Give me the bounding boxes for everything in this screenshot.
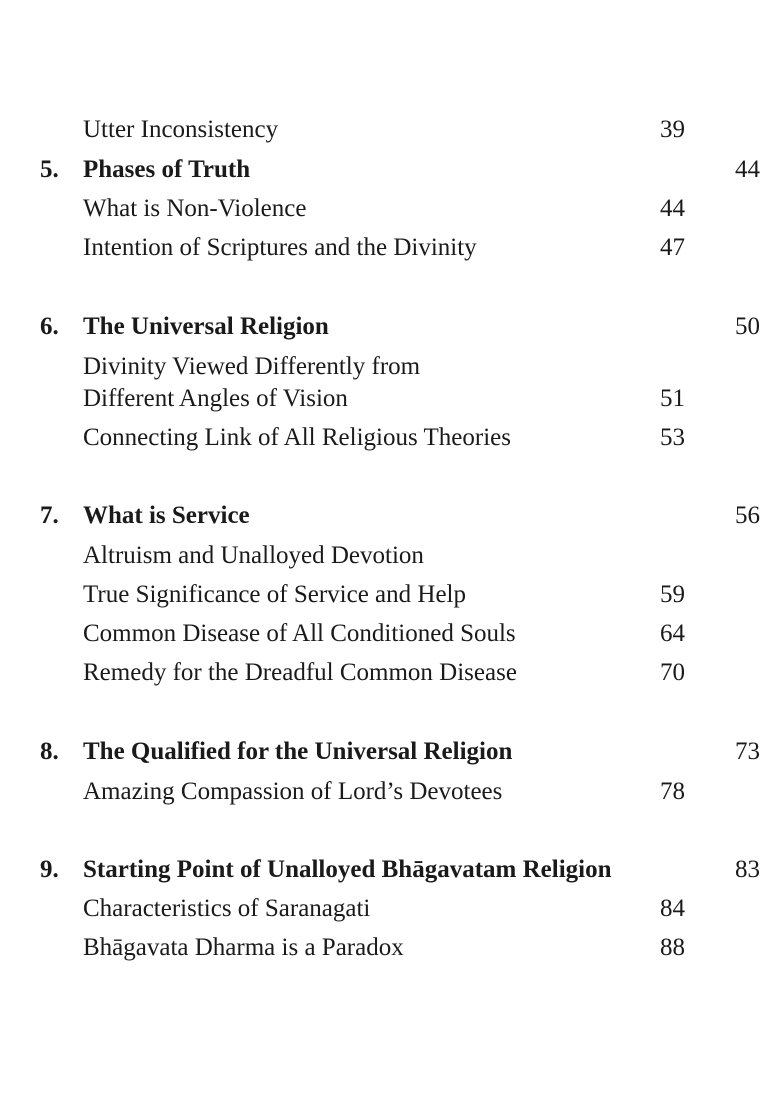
subentry-page: 59 xyxy=(660,581,685,608)
chapter-title: What is Service xyxy=(83,502,250,529)
subentry-page: 39 xyxy=(660,116,685,143)
toc-subentry xyxy=(0,931,780,965)
subentry-page: 64 xyxy=(660,620,685,647)
subentry-title: Common Disease of All Conditioned Souls xyxy=(83,620,516,647)
chapter-page: 83 xyxy=(735,856,760,883)
chapter-page: 73 xyxy=(735,738,760,765)
subentry-page: 47 xyxy=(660,234,685,261)
toc-chapter xyxy=(0,499,780,533)
chapter-number: 8. xyxy=(40,738,59,765)
toc-subentry xyxy=(0,421,780,455)
chapter-number: 6. xyxy=(40,313,59,340)
chapter-number: 9. xyxy=(40,856,59,883)
toc-subentry xyxy=(0,617,780,651)
subentry-title: Remedy for the Dreadful Common Disease xyxy=(83,659,517,686)
chapter-number: 7. xyxy=(40,502,59,529)
subentry-title: Utter Inconsistency xyxy=(83,116,279,143)
chapter-number: 5. xyxy=(40,156,59,183)
subentry-page: 78 xyxy=(660,778,685,805)
toc-chapter xyxy=(0,735,780,769)
subentry-page: 51 xyxy=(660,385,685,412)
toc-subentry xyxy=(0,892,780,926)
chapter-title: The Universal Religion xyxy=(83,313,329,340)
subentry-page: 84 xyxy=(660,895,685,922)
subentry-title: Amazing Compassion of Lord’s Devotees xyxy=(83,778,503,805)
chapter-title: Starting Point of Unalloyed Bhāgavatam Religion xyxy=(83,856,612,883)
subentry-title: Intention of Scriptures and the Divinity xyxy=(83,234,477,261)
subentry-title: Altruism and Unalloyed Devotion xyxy=(83,542,424,569)
chapter-title: The Qualified for the Universal Religion xyxy=(83,738,513,765)
toc-subentry xyxy=(0,192,780,226)
subentry-title: Connecting Link of All Religious Theories xyxy=(83,424,511,451)
toc-subentry xyxy=(0,656,780,690)
subentry-title: Divinity Viewed Differently from xyxy=(83,353,421,380)
chapter-page: 44 xyxy=(735,156,760,183)
subentry-title: True Significance of Service and Help xyxy=(83,581,466,608)
toc-subentry xyxy=(0,578,780,612)
toc-chapter xyxy=(0,153,780,187)
toc-subentry xyxy=(0,539,780,573)
toc-subentry xyxy=(0,350,780,384)
toc-subentry xyxy=(0,113,780,147)
subentry-title: Characteristics of Saranagati xyxy=(83,895,371,922)
toc-chapter xyxy=(0,853,780,887)
chapter-title: Phases of Truth xyxy=(83,156,251,183)
chapter-page: 50 xyxy=(735,313,760,340)
toc-subentry xyxy=(0,382,780,416)
subentry-title: What is Non-Violence xyxy=(83,195,307,222)
subentry-page: 44 xyxy=(660,195,685,222)
subentry-page: 70 xyxy=(660,659,685,686)
toc-subentry xyxy=(0,775,780,809)
chapter-page: 56 xyxy=(735,502,760,529)
toc-chapter xyxy=(0,310,780,344)
subentry-title: Bhāgavata Dharma is a Paradox xyxy=(83,934,404,961)
subentry-title: Different Angles of Vision xyxy=(83,385,348,412)
subentry-page: 88 xyxy=(660,934,685,961)
subentry-page: 53 xyxy=(660,424,685,451)
toc-subentry xyxy=(0,231,780,265)
